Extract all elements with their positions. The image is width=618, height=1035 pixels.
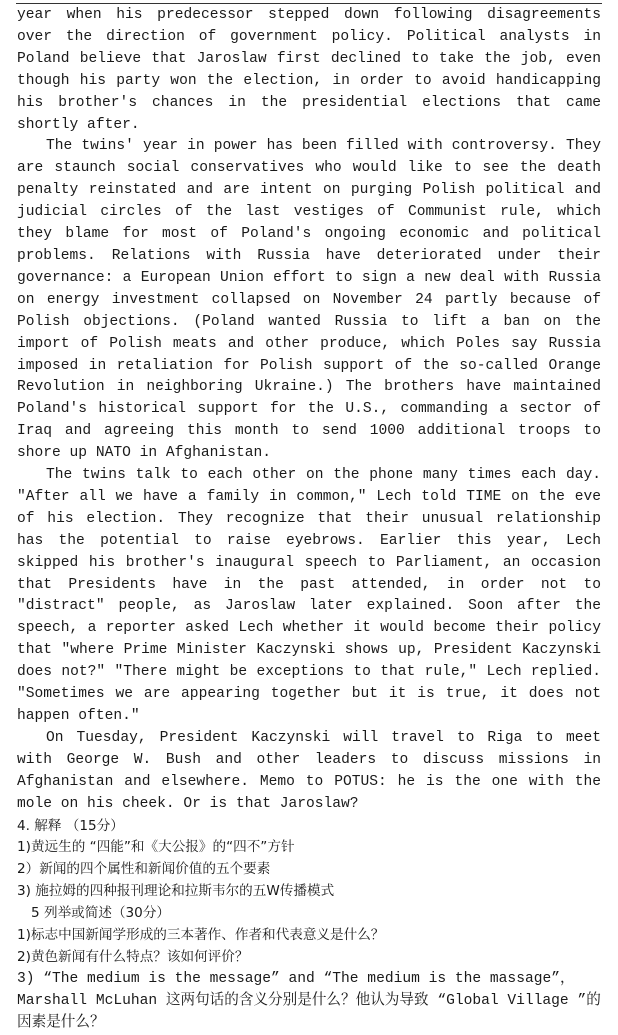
section-4-item-2: 2）新闻的四个属性和新闻价值的五个要素	[17, 861, 271, 878]
section-5-item-3: 3) “The medium is the message” and “The medium is the massage”， Marshall McLuhan 这两句话的含义分别是什么？他认为导致 “Global Village ”的因素是什么？	[17, 970, 601, 1031]
article-paragraph-1: year when his predecessor stepped down following disagreements over the direction of government policy. Political analysts in Poland believe that Jaroslaw first declined to take the job, even though his party won the election, in order to avoid handicapping his brother's chances in the presidential elections that came shortly after.	[17, 7, 601, 133]
article-paragraph-4: On Tuesday, President Kaczynski will travel to Riga to meet with George W. Bush and other leaders to discuss missions in Afghanistan and elsewhere. Memo to POTUS: he is the one with the mole on his cheek. Or is that Jaroslaw?	[17, 729, 601, 812]
article-paragraph-3: The twins talk to each other on the phone many times each day. "After all we have a family in common," Lech told TIME on the eve of his election. They recognize that their unusual relationship has the potential to raise eyebrows. Earlier this year, Lech skipped his brother's inaugural speech to Parliament, an occasion that Presidents have in the past attended, in order not to "distract" people, as Jaroslaw later explained. Soon after the speech, a reporter asked Lech whether it would become their policy that "where Prime Minister Kaczynski shows up, President Kaczynski does not?" "There might be exceptions to that rule," Lech replied. "Sometimes we are appearing together but it is true, it does not happen often."	[17, 467, 601, 724]
section-4-heading: 4. 解释 （15分）	[17, 817, 124, 834]
article-paragraph-2: The twins' year in power has been filled with controversy. They are staunch social conservatives who would like to see the death penalty reinstated and are intent on purging Polish political and judicial circles of the last vestiges of Communist rule, which they blame for most of Poland's ongoing economic and political problems. Relations with Russia have deteriorated under their governance: a European Union effort to sign a new deal with Russia on energy investment collapsed on November 24 partly because of Polish objections. (Poland wanted Russia to lift a ban on the import of Polish meats and other produce, which Poles say Russia imposed in retaliation for Polish support of the so-called Orange Revolution in neighboring Ukraine.) The brothers have maintained Poland's historical support for the U.S., commanding a sector of Iraq and agreeing this month to send 1000 additional troops to shore up NATO in Afghanistan.	[17, 138, 601, 462]
section-4-item-1: 1)黄远生的 “四能”和《大公报》的“四不”方针	[17, 839, 295, 856]
section-4-item-3: 3) 施拉姆的四种报刊理论和拉斯韦尔的五W传播模式	[17, 883, 335, 900]
questions-section-4	[17, 816, 601, 904]
article-body	[17, 5, 601, 816]
top-rule	[16, 3, 602, 4]
section-5-item-2: 2)黄色新闻有什么特点？该如何评价？	[17, 948, 249, 965]
section-5-heading: 5 列举或简述（30分）	[31, 905, 171, 922]
document-page	[17, 5, 601, 1035]
section-5-item-1: 1)标志中国新闻学形成的三本著作、作者和代表意义是什么？	[17, 927, 385, 944]
questions-section-5	[17, 903, 601, 1034]
